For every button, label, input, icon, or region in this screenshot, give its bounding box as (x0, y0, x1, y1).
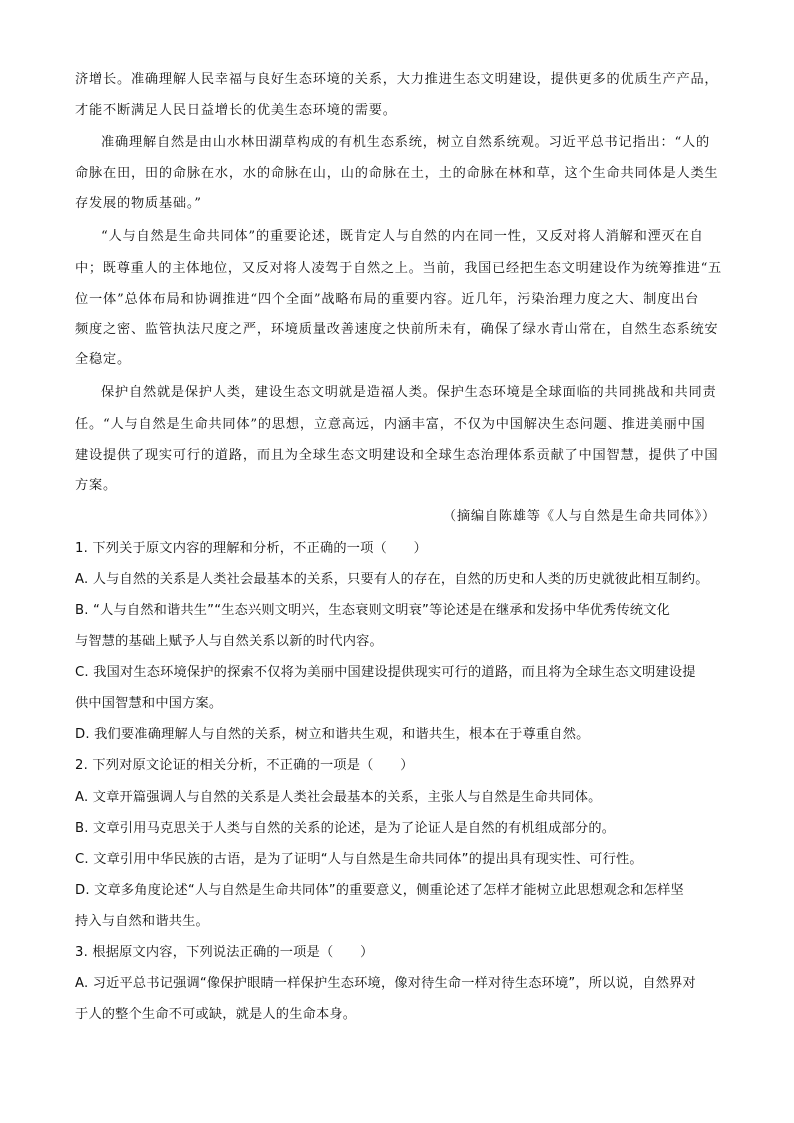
article-line: 位一体”总体布局和协调推进“四个全面”战略布局的重要内容。近几年，污染治理力度之大、制度出台 (75, 292, 700, 307)
question-3-option-a-cont: 于人的整个生命不可或缺，就是人的生命本身。 (75, 1007, 357, 1022)
article-line: 频度之密、监管执法尺度之严，环境质量改善速度之快前所未有，确保了绿水青山常在，自然生态系统安 (75, 322, 719, 337)
question-2-option-b: B. 文章引用马克思关于人类与自然的关系的论述，是为了论证人是自然的有机组成部分的。 (75, 821, 616, 836)
question-2-stem: 2. 下列对原文论证的相关分析，不正确的一项是（ ） (75, 758, 414, 773)
article-line: 才能不断满足人民日益增长的优美生态环境的需要。 (75, 103, 397, 118)
question-3-stem: 3. 根据原文内容，下列说法正确的一项是（ ） (75, 945, 374, 960)
question-1-option-c-cont: 供中国智慧和中国方案。 (75, 696, 223, 711)
question-1-stem: 1. 下列关于原文内容的理解和分析，不正确的一项（ ） (75, 541, 428, 556)
question-2-option-d-cont: 持入与自然和谐共生。 (75, 914, 209, 929)
question-3-option-a: A. 习近平总书记强调“像保护眼睛一样保护生态环境，像对待生命一样对待生态环境”，所以说，自然界对 (75, 976, 696, 991)
question-1-option-c: C. 我国对生态环境保护的探索不仅将为美丽中国建设提供现实可行的道路，而且将为全球生态文明建设提 (75, 665, 696, 680)
article-line: “人与自然是生命共同体”的重要论述，既肯定人与自然的内在同一性，又反对将人消解和湮灭在自 (101, 229, 704, 244)
question-1-option-b: B. “人与自然和谐共生”“生态兴则文明兴，生态衰则文明衰”等论述是在继承和发扬中华优秀传统文化 (75, 603, 671, 618)
article-line: 中；既尊重人的主体地位，又反对将人凌驾于自然之上。当前，我国已经把生态文明建设作为统筹推进“五 (75, 261, 722, 276)
article-line: 命脉在田，田的命脉在水，水的命脉在山，山的命脉在土，土的命脉在林和草，这个生命共同体是人类生 (75, 166, 719, 181)
question-2-option-c: C. 文章引用中华民族的古语，是为了证明“人与自然是生命共同体”的提出具有现实性、可行性。 (75, 852, 643, 867)
article-line: 任。“人与自然是生命共同体”的思想，立意高远，内涵丰富，不仅为中国解决生态问题、推进美丽中国 (75, 417, 706, 432)
question-1-option-d: D. 我们要准确理解人与自然的关系，树立和谐共生观，和谐共生，根本在于尊重自然。 (75, 727, 590, 742)
article-source: （摘编自陈雄等《人与自然是生命共同体》） (442, 509, 716, 524)
article-line: 济增长。准确理解人民幸福与良好生态环境的关系，大力推进生态文明建设，提供更多的优质生产产品， (75, 72, 719, 87)
article-line: 保护自然就是保护人类，建设生态文明就是造福人类。保护生态环境是全球面临的共同挑战和共同责 (101, 385, 717, 400)
article-line: 方案。 (75, 478, 117, 493)
article-line: 全稳定。 (75, 352, 131, 367)
article-line: 存发展的物质基础。” (75, 196, 202, 211)
question-1-option-b-cont: 与智慧的基础上赋予人与自然关系以新的时代内容。 (75, 634, 383, 649)
question-1-option-a: A. 人与自然的关系是人类社会最基本的关系，只要有人的存在，自然的历史和人类的历史就彼此相互制约。 (75, 572, 709, 587)
question-2-option-d: D. 文章多角度论述“人与自然是生命共同体”的重要意义，侧重论述了怎样才能树立此思想观念和怎样坚 (75, 883, 684, 898)
article-line: 准确理解自然是由山水林田湖草构成的有机生态系统，树立自然系统观。习近平总书记指出：“人的 (101, 135, 710, 150)
question-2-option-a: A. 文章开篇强调人与自然的关系是人类社会最基本的关系，主张人与自然是生命共同体。 (75, 790, 602, 805)
article-line: 建设提供了现实可行的道路，而且为全球生态文明建设和全球生态治理体系贡献了中国智慧，提供了中国 (75, 448, 719, 463)
